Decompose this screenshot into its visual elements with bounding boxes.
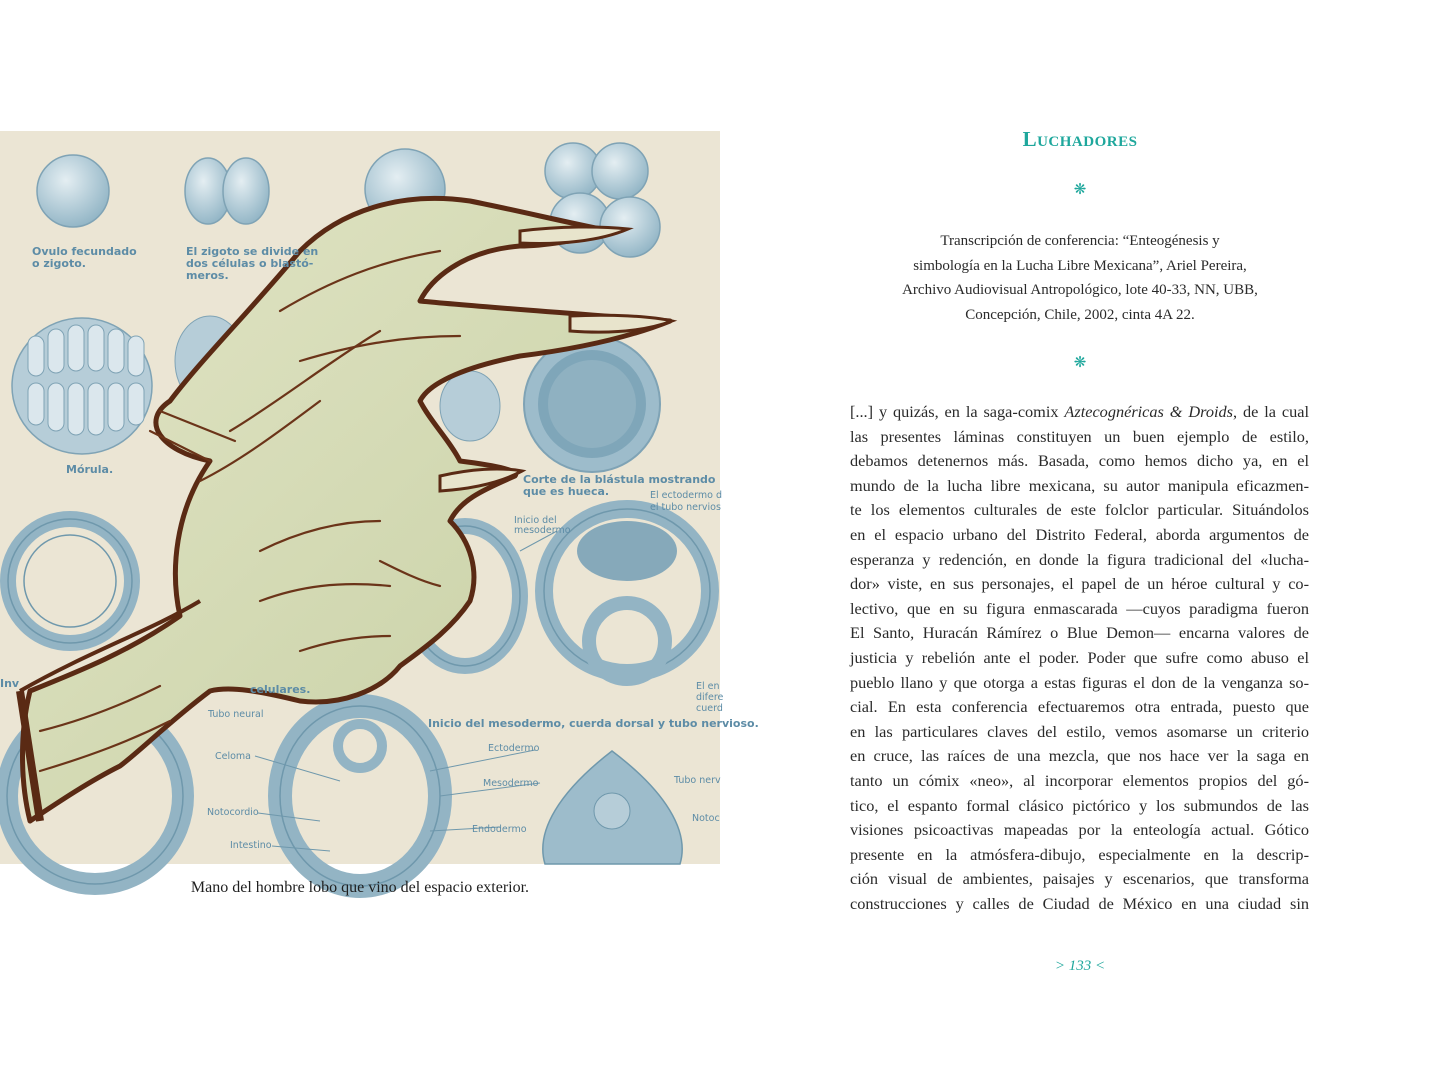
- label-ectodermo: Ectodermo: [488, 743, 540, 754]
- label-difere: difere: [696, 692, 724, 703]
- label-cuerd: cuerd: [696, 703, 723, 714]
- label-morula: Mórula.: [66, 463, 114, 476]
- label-tubo-nerv: Tubo nerv: [674, 775, 721, 786]
- title-aztecognericas: Aztecognéricas: [1064, 402, 1164, 421]
- body-line: esperanza y redención, en donde la figura tradicional del «lucha-: [850, 549, 1309, 569]
- body-line: construcciones y calles de Ciudad de México en una ciudad sin: [850, 893, 1309, 913]
- body-line: pueblo llano y que otorga a estas figuras el don de la venganza so-: [850, 672, 1309, 692]
- label-inicio-cuerda: Inicio del mesodermo, cuerda dorsal y tubo nervioso.: [428, 717, 759, 730]
- illustration-caption: Mano del hombre lobo que vino del espacio exterior.: [190, 879, 530, 896]
- label-celoma: Celoma: [215, 751, 252, 762]
- label-notocordio: Notocordio: [207, 807, 259, 818]
- body-line: en cruce, las raíces de una mezcla, que nos hace ver la saga en: [850, 746, 1309, 766]
- label-celulares: celulares.: [250, 683, 311, 696]
- illustration-plate: [0, 131, 759, 864]
- body-line: justicia y rebelión ante el poder. Poder que sufre como abuso el: [850, 647, 1309, 667]
- body-line: cial. En esta conferencia efectuaremos otra entrada, puesto que: [850, 697, 1309, 717]
- ornament-icon: ❋: [1073, 180, 1087, 198]
- body-line: visiones psicoactivas mapeadas por la enteología actual. Gótico: [850, 820, 1309, 840]
- label-zigoto-1: El zigoto se divide en: [186, 245, 319, 258]
- label-inv: Inv: [0, 677, 20, 690]
- blastula-section: [524, 336, 660, 472]
- source-line: Archivo Audiovisual Antropológico, lote 40-33, NN, UBB,: [902, 282, 1258, 298]
- label-ectodermo-1: El ectodermo d: [650, 490, 722, 501]
- body-line: tico, el espanto formal clásico pictórico y los submundos de las: [850, 795, 1309, 815]
- body-line: ción visual de ambientes, paisajes y escenarios, que transforma: [850, 869, 1309, 889]
- label-inicio-meso-1: Inicio del: [514, 515, 557, 526]
- label-zigoto-2: dos células o blastó-: [186, 257, 314, 270]
- label-blastula-1: Corte de la blástula mostrando: [523, 473, 716, 486]
- zygote-cell: [37, 155, 109, 227]
- body-line: tanto un cómix «neo», al incorporar elementos propios del gó-: [850, 770, 1309, 790]
- title-droids: Droids: [1188, 402, 1233, 421]
- page-number: > 133 <: [1054, 958, 1106, 974]
- label-notoc: Notoc: [692, 813, 720, 824]
- body-line: en las particulares claves del estilo, vemos asomarse un criterio: [850, 721, 1309, 741]
- source-line: simbología en la Lucha Libre Mexicana”, Ariel Pereira,: [913, 257, 1247, 274]
- morula-cell: [12, 318, 152, 454]
- ornament-icon: ❋: [1073, 353, 1087, 371]
- source-line: Transcripción de conferencia: “Enteogénesis y: [940, 233, 1220, 249]
- body-line: las presentes láminas constituyen un buen ejemplo de estilo,: [850, 426, 1309, 446]
- label-el-en: El en: [696, 681, 720, 692]
- chapter-title: Luchadores: [1022, 127, 1138, 151]
- body-line: presente en la atmósfera-dibujo, especialmente en la descrip-: [850, 844, 1309, 864]
- label-mesodermo: Mesodermo: [483, 778, 539, 789]
- body-text: [850, 400, 1309, 916]
- source-citation: [870, 229, 1290, 327]
- body-line: mundo de la lucha libre mexicana, su autor manipula eficazmen-: [850, 475, 1309, 495]
- label-intestino: Intestino: [230, 840, 272, 851]
- right-page: [720, 0, 1440, 1091]
- label-inicio-meso-2: mesodermo: [514, 525, 571, 536]
- body-line: debamos detenernos más. Basada, como hemos dicho ya, en el: [850, 451, 1309, 471]
- label-tubo-neural: Tubo neural: [208, 709, 264, 720]
- embryology-illustration: [0, 131, 759, 864]
- body-line: en el espacio urbano del Distrito Federal, aborda argumentos de: [850, 524, 1309, 544]
- label-ectodermo-2: el tubo nervios: [650, 502, 721, 513]
- label-endodermo: Endodermo: [472, 824, 527, 835]
- body-line: [...] y quizás, en la saga-comix Aztecognéricas & Droids, de la cual: [850, 402, 1309, 421]
- label-ovulo-1: Ovulo fecundado: [32, 245, 137, 258]
- body-line: dor» viste, en sus personajes, el papel de un héroe cultural y co-: [850, 574, 1309, 594]
- label-zigoto-3: meros.: [186, 269, 229, 282]
- body-line: te los elementos culturales de este folclor particular. Situándolos: [850, 500, 1309, 520]
- body-line: El Santo, Huracán Rámírez o Blue Demon— encarna valores de: [850, 623, 1309, 643]
- label-blastula-2: que es hueca.: [523, 485, 610, 498]
- label-ovulo-2: o zigoto.: [32, 257, 86, 270]
- source-line: Concepción, Chile, 2002, cinta 4A 22.: [965, 306, 1195, 323]
- body-line: lectivo, que en su figura enmascarada —cuyos paradigma fueron: [850, 598, 1309, 618]
